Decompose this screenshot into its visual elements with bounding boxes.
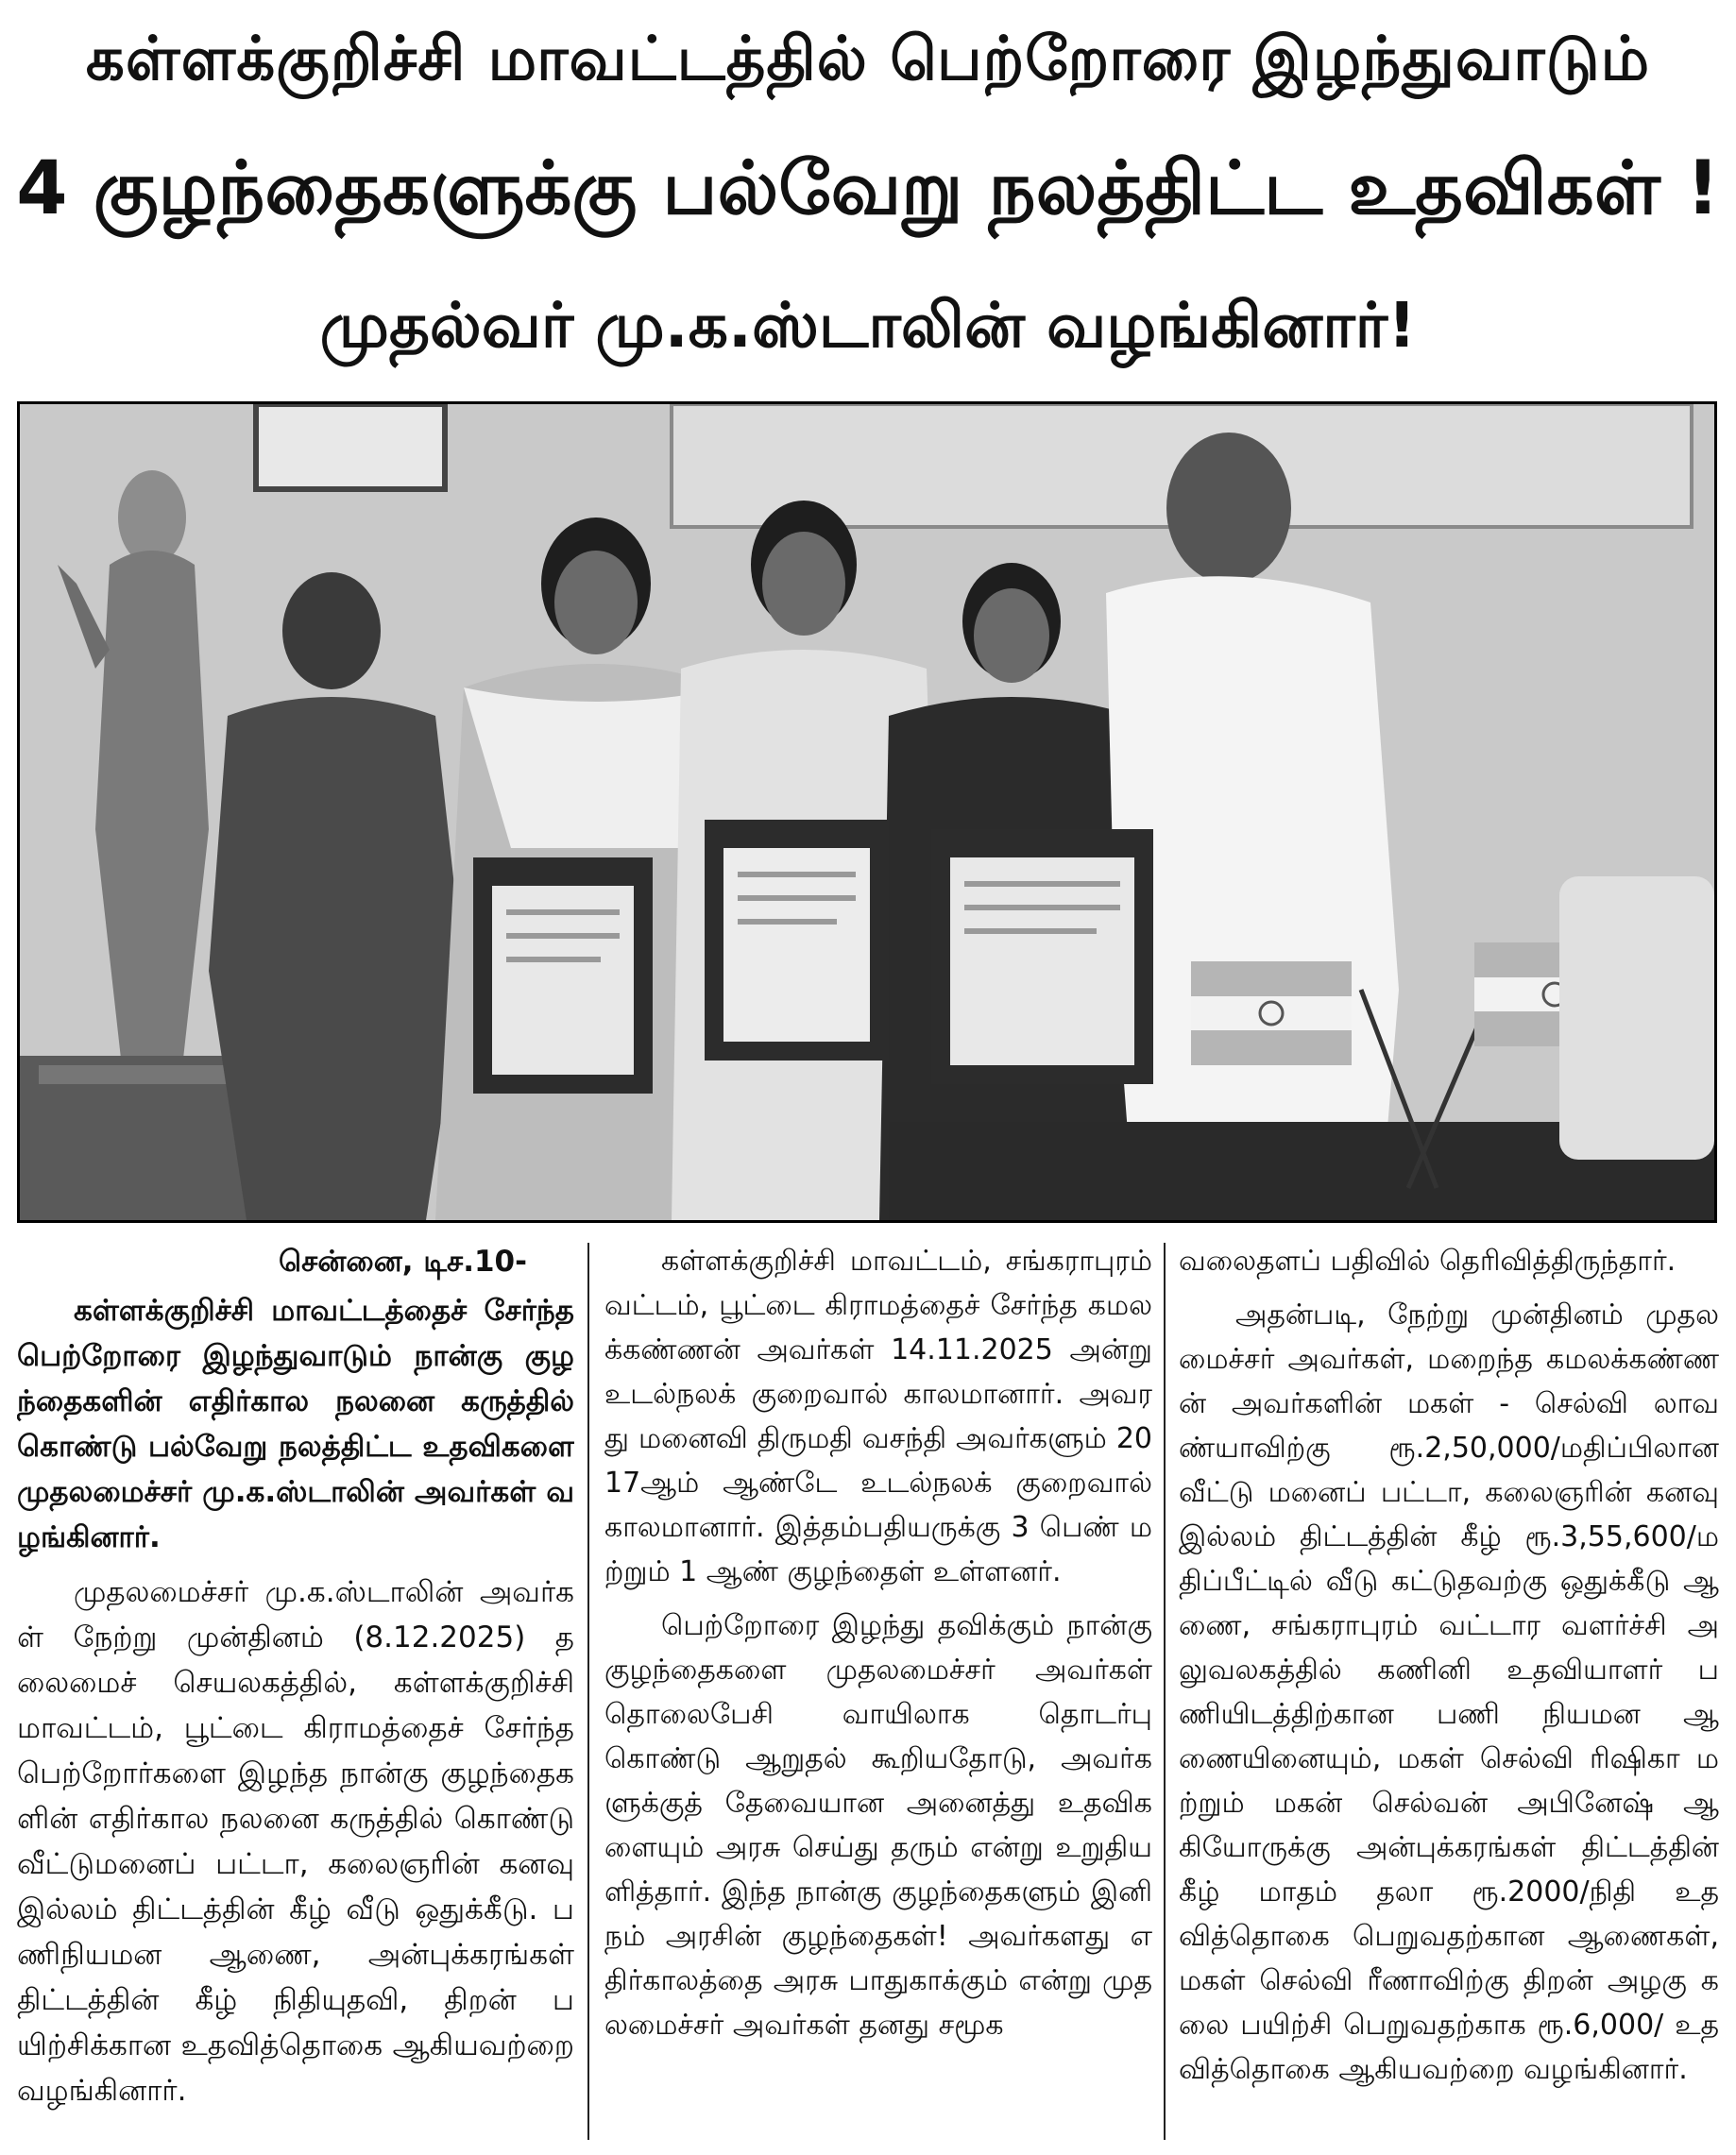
- column-rule-1: [587, 1243, 589, 2140]
- headline-line-2: 4 குழந்தைகளுக்கு பல்வேறு நலத்திட்ட உதவிகள் !: [16, 146, 1720, 231]
- body-paragraph-1: முதலமைச்சர் மு.க.ஸ்டாலின் அவர்கள் நேற்று முன்தினம் (8.12.2025) தலைமைச் செயலகத்தில், கள்ளக்குறிச்சி மாவட்டம், பூட்டை கிராமத்தைச் சேர்ந்த பெற்றோர்களை இழந்த நான்கு குழந்தைகளின் எதிர்கால நலனை கருத்தில் கொண்டு வீட்டுமனைப் பட்டா, கலைஞரின் கனவு இல்லம் திட்டத்தின் கீழ் வீடு ஒதுக்கீடு. பணிநியமன ஆணை, அன்புக்கரங்கள் திட்டத்தின் கீழ் நிதியுதவி, திறன் பயிற்சிக்கான உதவித்தொகை ஆகியவற்றை வழங்கினார்.: [17, 1575, 574, 2108]
- column-rule-2: [1164, 1243, 1166, 2140]
- headline-line-3: முதல்வர் மு.க.ஸ்டாலின் வழங்கினார்!: [319, 289, 1417, 362]
- body-paragraph-4: அதன்படி, நேற்று முன்தினம் முதலமைச்சர் அவர்கள், மறைந்த கமலக்கண்ணன் அவர்களின் மகள் - செல்வி லாவண்யாவிற்கு ரூ.2,50,000/மதிப்பிலான வீட்டு மனைப் பட்டா, கலைஞரின் கனவு இல்லம் திட்டத்தின் கீழ் ரூ.3,55,600/மதிப்பீட்டில் வீடு கட்டுதவற்கு ஒதுக்கீடு ஆணை, சங்கராபுரம் வட்டார வளர்ச்சி அலுவலகத்தில் கணினி உதவியாளர் பணியிடத்திற்கான பணி நியமன ஆணையினையும், மகள் செல்வி ரிஷிகா மற்றும் மகன் செல்வன் அபினேஷ் ஆகியோருக்கு அன்புக்கரங்கள் திட்டத்தின் கீழ் மாதம் தலா ரூ.2000/நிதி உதவித்தொகை பெறுவதற்கான ஆணைகள், மகள் செல்வி ரீணாவிற்கு திறன் அழகு கலை பயிற்சி பெறுவதற்காக ரூ.6,000/ உதவித்தொகை ஆகியவற்றை வழங்கினார்.: [1179, 1298, 1719, 2086]
- certificate-3: [931, 829, 1153, 1084]
- news-photo: [17, 401, 1717, 1223]
- dateline: சென்னை, டிச.10-: [279, 1245, 527, 1279]
- body-paragraph-3-continued: வலைதளப் பதிவில் தெரிவித்திருந்தார்.: [1179, 1245, 1676, 1278]
- lede-paragraph: கள்ளக்குறிச்சி மாவட்டத்தைச் சேர்ந்த பெற்றோரை இழந்துவாடும் நான்கு குழந்தைகளின் எதிர்கால நலனை கருத்தில் கொண்டு பல்வேறு நலத்திட்ட உதவிகளை முதலமைச்சர் மு.க.ஸ்டாலின் அவர்கள் வழங்கினார்.: [17, 1294, 574, 1554]
- article-column-1: [17, 1239, 574, 2146]
- chair: [1559, 876, 1714, 1160]
- certificate-1: [473, 857, 653, 1094]
- article-column-3: [1179, 1239, 1719, 2146]
- body-paragraph-3: பெற்றோரை இழந்து தவிக்கும் நான்கு குழந்தைகளை முதலமைச்சர் அவர்கள் தொலைபேசி வாயிலாக தொடர்பு கொண்டு ஆறுதல் கூறியதோடு, அவர்களுக்குத் தேவையான அனைத்து உதவிகளையும் அரசு செய்து தரும் என்று உறுதியளித்தார். இந்த நான்கு குழந்தைகளும் இனி நம் அரசின் குழந்தைகள்! அவர்களது எதிர்காலத்தை அரசு பாதுகாக்கும் என்று முதலமைச்சர் அவர்கள் தனது சமூக: [604, 1609, 1152, 2042]
- certificate-2: [705, 820, 889, 1061]
- headline-line-1: கள்ளக்குறிச்சி மாவட்டத்தில் பெற்றோரை இழந்துவாடும்: [85, 25, 1651, 94]
- wall-portrait-frame: [256, 404, 445, 489]
- article-column-2: [604, 1239, 1152, 2146]
- body-paragraph-2: கள்ளக்குறிச்சி மாவட்டம், சங்கராபுரம் வட்டம், பூட்டை கிராமத்தைச் சேர்ந்த கமலக்கண்ணன் அவர்கள் 14.11.2025 அன்று உடல்நலக் குறைவால் காலமானார். அவரது மனைவி திருமதி வசந்தி அவர்களும் 2017ஆம் ஆண்டே உடல்நலக் குறைவால் காலமானார். இத்தம்பதியருக்கு 3 பெண் மற்றும் 1 ஆண் குழந்தைள் உள்ளனர்.: [604, 1245, 1152, 1588]
